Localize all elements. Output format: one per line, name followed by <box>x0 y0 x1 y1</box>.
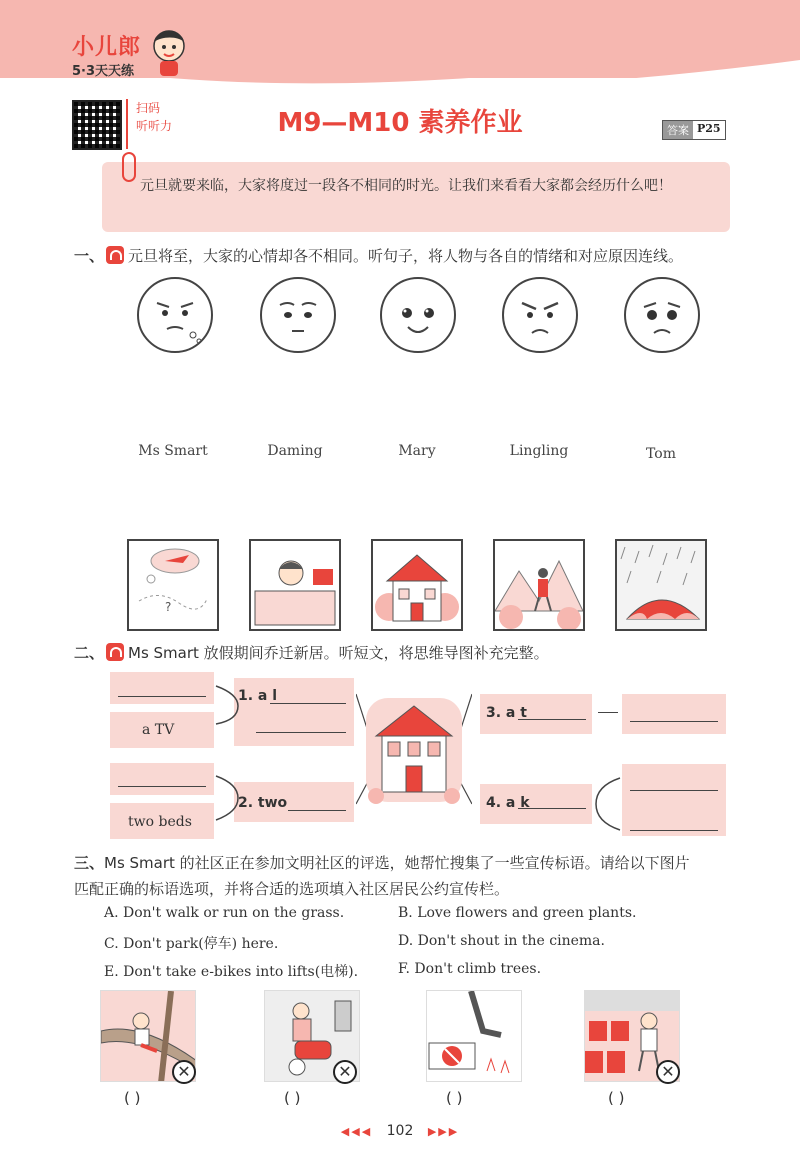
blank-line[interactable] <box>288 810 346 811</box>
angry-face-icon <box>500 275 580 355</box>
page-number: 102 <box>386 1123 414 1139</box>
blank-line[interactable] <box>630 830 718 831</box>
no-sign-icon: ✕ <box>172 1060 196 1084</box>
paperclip-icon <box>122 152 136 182</box>
no-sign-icon: ✕ <box>656 1060 680 1084</box>
option-d: D. Don't shout in the cinema. <box>398 933 605 949</box>
right-arrows-icon: ▶▶▶ <box>427 1125 460 1138</box>
answer-blank-4[interactable]: ( ) <box>608 1089 625 1107</box>
mindmap-tv: a TV <box>142 722 175 738</box>
scan-line-1: 扫码 <box>136 101 161 115</box>
brand-title: 小儿郎 <box>72 35 142 60</box>
connector-line <box>598 712 618 713</box>
new-house-picture <box>371 539 463 631</box>
blank-line[interactable] <box>630 721 718 722</box>
section2-heading <box>74 642 549 663</box>
happy-face-icon <box>378 275 458 355</box>
blank-line[interactable] <box>630 790 718 791</box>
mindmap-brackets-left <box>212 680 242 840</box>
brand-subtitle: 5·3天天练 <box>72 64 135 79</box>
house-center-icon <box>356 684 472 814</box>
mindmap-beds: two beds <box>128 814 192 830</box>
left-arrows-icon: ◀◀◀ <box>340 1125 373 1138</box>
option-c: C. Don't park(停车) here. <box>104 936 279 952</box>
name-daming: Daming <box>267 443 323 459</box>
answer-blank-2[interactable]: ( ) <box>284 1089 301 1107</box>
intro-text: 元旦就要来临，大家将度过一段各不相同的时光。让我们来看看大家都会经历什么吧！ <box>140 178 672 194</box>
page-footer <box>0 1123 800 1139</box>
blank-line[interactable] <box>518 808 586 809</box>
blank-line[interactable] <box>270 703 346 704</box>
answer-reference <box>662 120 726 140</box>
section3-instruction-1: Ms Smart 的社区正在参加文明社区的评选，她帮忙搜集了一些宣传标语。请给以下图片 <box>104 854 690 872</box>
mountain-climb-picture <box>493 539 585 631</box>
scan-line-2: 听听力 <box>136 119 173 133</box>
sick-in-bed-picture <box>249 539 341 631</box>
headphones-icon[interactable] <box>106 246 124 264</box>
dream-trip-picture <box>127 539 219 631</box>
name-ms-smart: Ms Smart <box>138 443 208 459</box>
mindmap-item-1: 1. a l <box>238 688 278 704</box>
option-b: B. Love flowers and green plants. <box>398 905 637 921</box>
mascot-icon <box>148 26 190 78</box>
section1-heading <box>74 245 683 266</box>
section3-number: 三、 <box>74 854 105 872</box>
no-sign-icon: ✕ <box>333 1060 357 1084</box>
section1-number: 一、 <box>74 247 105 265</box>
answer-blank-3[interactable]: ( ) <box>446 1089 463 1107</box>
mindmap-bracket-right <box>592 772 622 836</box>
mindmap-item-3: 3. a t <box>486 705 527 721</box>
section3-heading <box>74 850 734 902</box>
section3-instruction-2: 匹配正确的标语选项，并将合适的选项填入社区居民公约宣传栏。 <box>74 880 510 898</box>
name-tom: Tom <box>646 446 676 462</box>
mindmap-left-box-1 <box>110 672 214 704</box>
calm-face-icon <box>258 275 338 355</box>
blank-line[interactable] <box>256 732 346 733</box>
option-a: A. Don't walk or run on the grass. <box>104 905 345 921</box>
headphones-icon[interactable] <box>106 643 124 661</box>
mindmap-item-4: 4. a k <box>486 795 530 811</box>
sad-face-icon <box>622 275 702 355</box>
sign-grass-picture <box>426 990 522 1082</box>
mindmap-right-box-1 <box>622 694 726 734</box>
section1-instruction: 元旦将至，大家的心情却各不相同。听句子，将人物与各自的情绪和对应原因连线。 <box>128 247 684 265</box>
section2-instruction: Ms Smart 放假期间乔迁新居。听短文，将思维导图补充完整。 <box>128 644 549 662</box>
svg-text:?: ? <box>165 600 172 614</box>
name-mary: Mary <box>398 443 436 459</box>
mindmap-item-2: 2. two <box>238 795 288 811</box>
name-lingling: Lingling <box>509 443 569 459</box>
option-f: F. Don't climb trees. <box>398 961 542 977</box>
thinking-face-icon <box>135 275 215 355</box>
answer-blank-1[interactable]: ( ) <box>124 1089 141 1107</box>
section2-number: 二、 <box>74 644 105 662</box>
rain-umbrella-picture <box>615 539 707 631</box>
page-title: M9—M10 素养作业 <box>277 108 523 138</box>
answer-page: P25 <box>697 122 721 135</box>
answer-label: 答案 <box>663 121 693 139</box>
blank-line[interactable] <box>518 719 586 720</box>
option-e: E. Don't take e-bikes into lifts(电梯). <box>104 964 359 980</box>
mindmap-right-box-2 <box>622 764 726 836</box>
mindmap-left-box-3 <box>110 763 214 795</box>
intro-box <box>102 162 730 232</box>
blank-line[interactable] <box>118 696 206 697</box>
blank-line[interactable] <box>118 786 206 787</box>
